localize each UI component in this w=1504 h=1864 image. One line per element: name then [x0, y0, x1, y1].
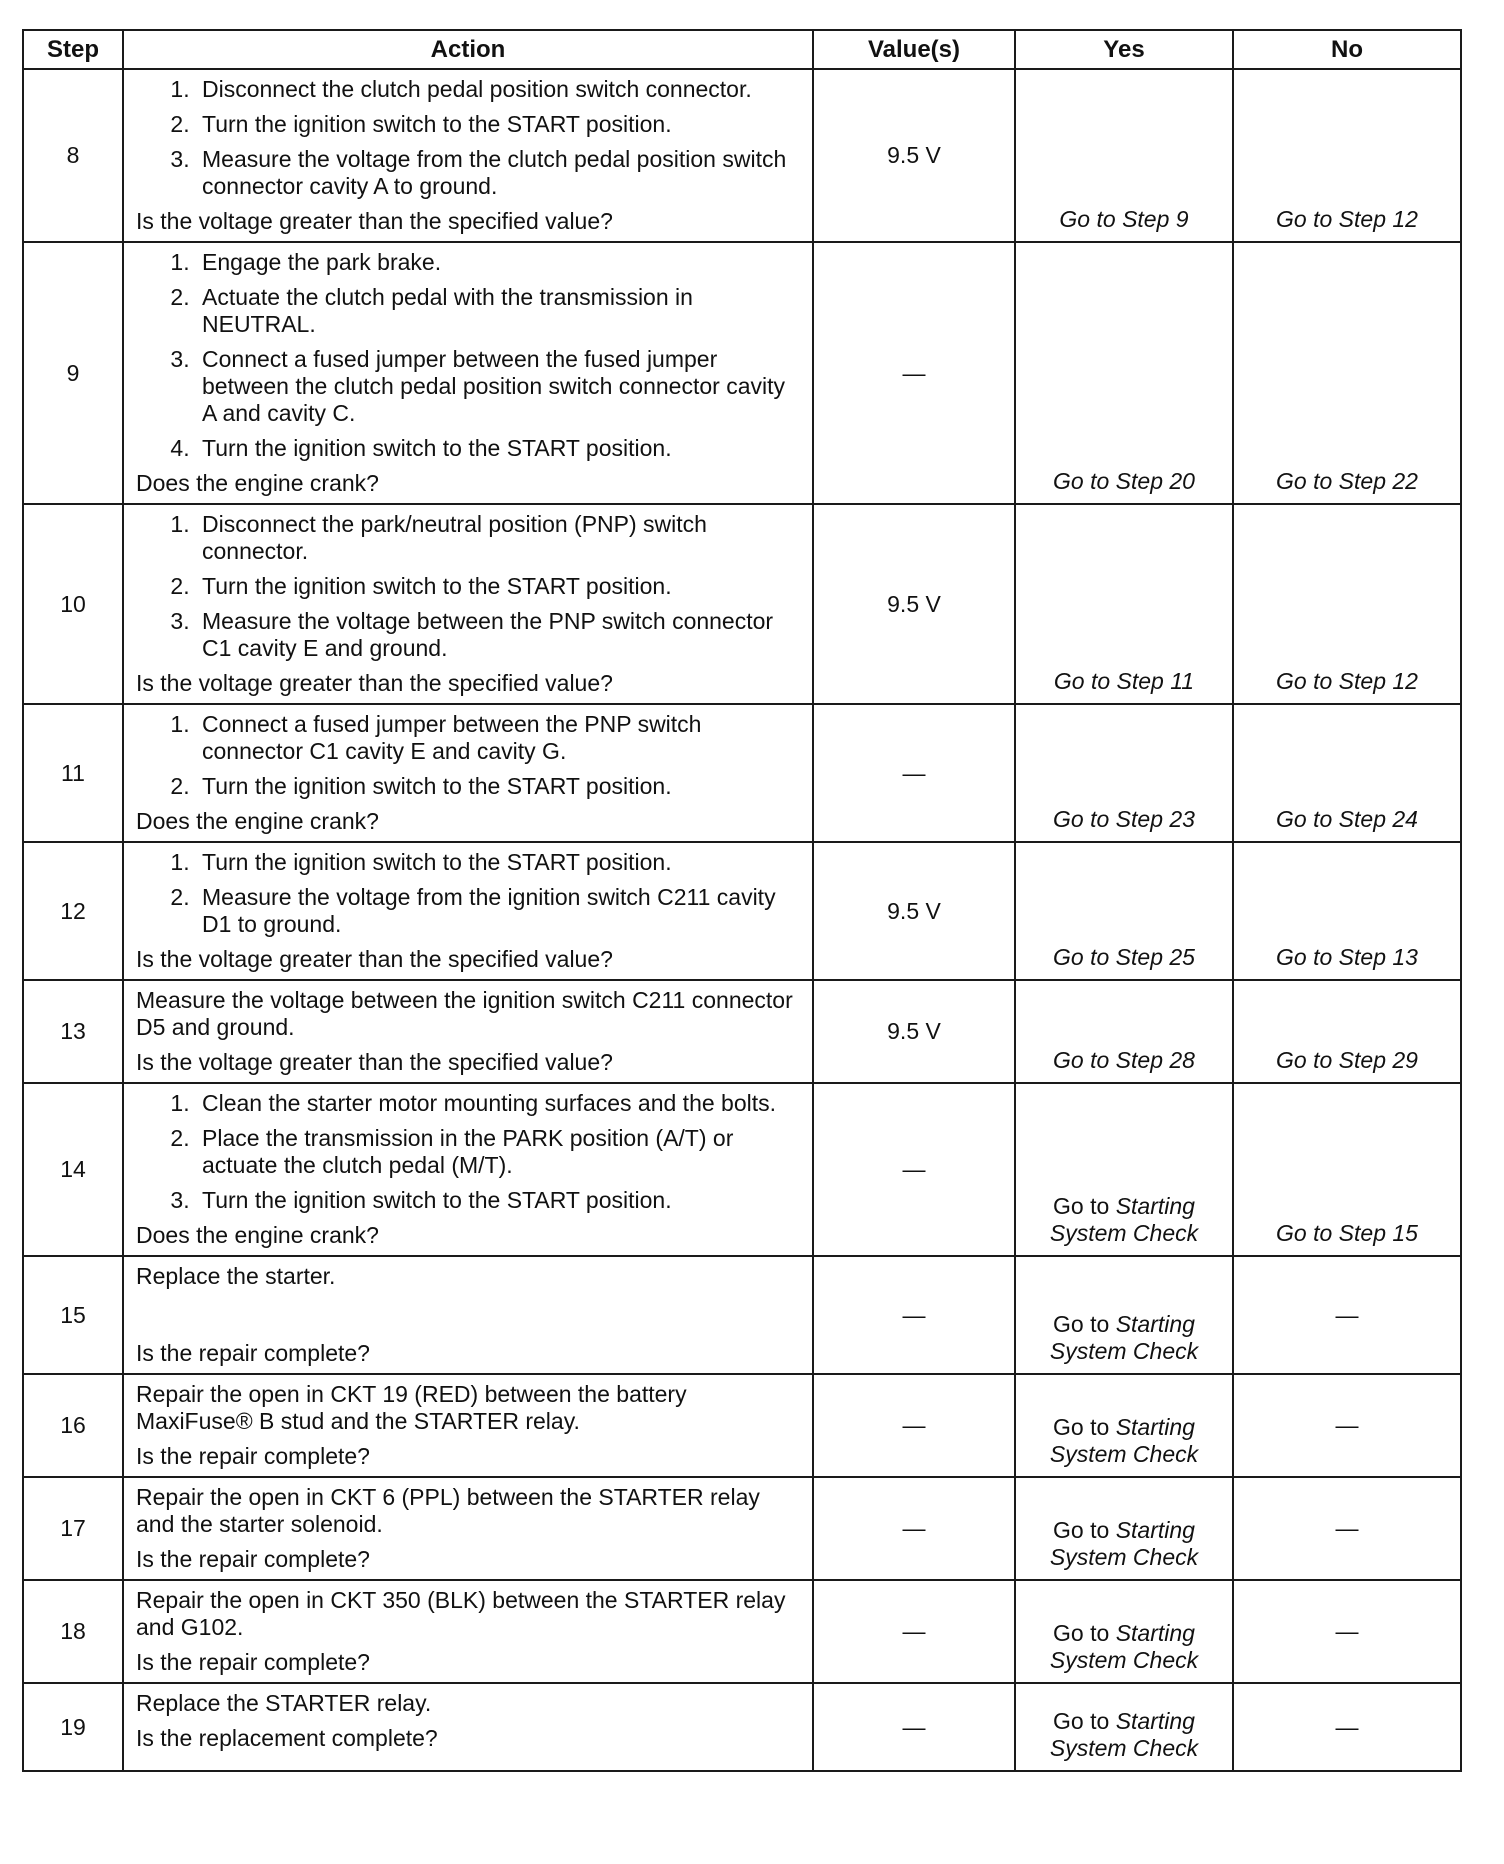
no-link[interactable]: Go to Step 22 [1276, 468, 1418, 494]
table-row [23, 1477, 1461, 1580]
step-number: 14 [23, 1083, 123, 1256]
action-cell [123, 980, 813, 1083]
yes-link-part[interactable]: Starting [1115, 1620, 1195, 1646]
yes-link-part[interactable]: System Check [1049, 1338, 1199, 1364]
yes-link[interactable]: Go to Step 20 [1053, 468, 1195, 494]
yes-prefix: Go to [1053, 1517, 1116, 1543]
action-cell [123, 1256, 813, 1374]
no-cell [1233, 69, 1461, 242]
step-number: 10 [23, 504, 123, 704]
action-question: Is the replacement complete? [136, 1725, 438, 1751]
action-text: Replace the starter. [136, 1263, 336, 1289]
action-text: Repair the open in CKT 350 (BLK) between the STARTER relay and G102. [136, 1587, 786, 1640]
no-link[interactable]: Go to Step 29 [1276, 1047, 1418, 1073]
yes-line-1 [1022, 1311, 1226, 1338]
table-row [23, 1083, 1461, 1256]
value-cell: — [813, 1477, 1015, 1580]
yes-cell [1015, 980, 1233, 1083]
action-cell [123, 704, 813, 842]
value-cell: 9.5 V [813, 504, 1015, 704]
no-cell [1233, 1256, 1461, 1374]
value-cell: — [813, 1083, 1015, 1256]
action-step-item: 2. Place the transmission in the PARK position (A/T) or actuate the clutch pedal (M/T). [196, 1125, 800, 1179]
yes-cell [1015, 69, 1233, 242]
step-number: 19 [23, 1683, 123, 1771]
action-steps [136, 1090, 800, 1214]
no-cell [1233, 1580, 1461, 1683]
yes-cell [1015, 1477, 1233, 1580]
yes-line-1 [1022, 1414, 1226, 1441]
header-row [23, 30, 1461, 69]
yes-cell [1015, 242, 1233, 504]
yes-line-2 [1022, 1220, 1226, 1247]
step-number: 18 [23, 1580, 123, 1683]
value-cell: — [813, 1256, 1015, 1374]
yes-link-part[interactable]: Starting [1115, 1193, 1195, 1219]
yes-link-part[interactable]: Starting [1115, 1708, 1195, 1734]
yes-link-part[interactable]: System Check [1049, 1220, 1199, 1246]
action-cell [123, 1580, 813, 1683]
yes-prefix: Go to [1053, 1193, 1116, 1219]
yes-prefix: Go to [1053, 1620, 1116, 1646]
yes-line-2 [1022, 1647, 1226, 1674]
action-cell [123, 1083, 813, 1256]
no-link[interactable]: Go to Step 13 [1276, 944, 1418, 970]
no-dash: — [1335, 1515, 1359, 1541]
step-number: 13 [23, 980, 123, 1083]
table-row [23, 242, 1461, 504]
yes-link-part[interactable]: Starting [1115, 1414, 1195, 1440]
value-cell: — [813, 1374, 1015, 1477]
action-steps [136, 249, 800, 462]
step-number: 8 [23, 69, 123, 242]
yes-link-part[interactable]: System Check [1049, 1735, 1199, 1761]
yes-cell [1015, 1580, 1233, 1683]
no-dash: — [1335, 1412, 1359, 1438]
action-step-item: 1. Turn the ignition switch to the START position. [196, 849, 800, 876]
yes-link[interactable]: Go to Step 23 [1053, 806, 1195, 832]
value-cell: 9.5 V [813, 69, 1015, 242]
action-step-item: 1. Engage the park brake. [196, 249, 800, 276]
action-question: Is the repair complete? [136, 1649, 370, 1675]
no-cell [1233, 1374, 1461, 1477]
action-cell [123, 1683, 813, 1771]
action-cell [123, 242, 813, 504]
table-row [23, 69, 1461, 242]
action-question: Is the voltage greater than the specified value? [136, 1049, 613, 1075]
yes-cell [1015, 704, 1233, 842]
action-question: Is the repair complete? [136, 1340, 370, 1366]
diagnostic-table [22, 29, 1462, 1772]
yes-link-part[interactable]: Starting [1115, 1311, 1195, 1337]
no-dash: — [1335, 1618, 1359, 1644]
action-question: Is the voltage greater than the specified value? [136, 670, 613, 696]
yes-line-1 [1022, 1620, 1226, 1647]
action-step-item: 2. Measure the voltage from the ignition switch C211 cavity D1 to ground. [196, 884, 800, 938]
table-row [23, 704, 1461, 842]
yes-link-part[interactable]: Starting [1115, 1517, 1195, 1543]
no-link[interactable]: Go to Step 12 [1276, 206, 1418, 232]
value-cell: — [813, 1683, 1015, 1771]
no-link[interactable]: Go to Step 12 [1276, 668, 1418, 694]
yes-cell [1015, 1083, 1233, 1256]
yes-line-1 [1022, 1708, 1226, 1735]
action-question: Does the engine crank? [136, 808, 379, 834]
action-text: Replace the STARTER relay. [136, 1690, 432, 1716]
no-cell [1233, 1083, 1461, 1256]
table-row [23, 980, 1461, 1083]
action-step-item: 2. Turn the ignition switch to the START position. [196, 773, 800, 800]
no-cell [1233, 842, 1461, 980]
table-row [23, 1683, 1461, 1771]
yes-cell [1015, 1374, 1233, 1477]
no-link[interactable]: Go to Step 15 [1276, 1220, 1418, 1246]
table-row [23, 1580, 1461, 1683]
no-cell [1233, 980, 1461, 1083]
table-row [23, 842, 1461, 980]
yes-cell [1015, 1256, 1233, 1374]
action-question: Is the repair complete? [136, 1443, 370, 1469]
action-question: Does the engine crank? [136, 1222, 379, 1248]
action-step-item: 2. Actuate the clutch pedal with the transmission in NEUTRAL. [196, 284, 800, 338]
step-number: 16 [23, 1374, 123, 1477]
no-dash: — [1335, 1713, 1359, 1740]
action-question: Is the voltage greater than the specified value? [136, 946, 613, 972]
no-cell [1233, 704, 1461, 842]
action-cell [123, 1477, 813, 1580]
action-steps [136, 76, 800, 200]
yes-cell [1015, 504, 1233, 704]
action-step-item: 1. Connect a fused jumper between the PNP switch connector C1 cavity E and cavity G. [196, 711, 800, 765]
header-yes: Yes [1015, 30, 1233, 69]
table-row [23, 504, 1461, 704]
no-link[interactable]: Go to Step 24 [1276, 806, 1418, 832]
yes-line-2 [1022, 1735, 1226, 1762]
yes-prefix: Go to [1053, 1414, 1116, 1440]
yes-line-2 [1022, 1544, 1226, 1571]
action-step-item: 2. Turn the ignition switch to the START position. [196, 573, 800, 600]
action-step-item: 1. Disconnect the park/neutral position (PNP) switch connector. [196, 511, 800, 565]
yes-link-part[interactable]: System Check [1049, 1544, 1199, 1570]
yes-link[interactable]: Go to Step 25 [1053, 944, 1195, 970]
table-body [23, 69, 1461, 1771]
action-step-item: 3. Turn the ignition switch to the START position. [196, 1187, 800, 1214]
value-cell: 9.5 V [813, 842, 1015, 980]
value-cell: — [813, 242, 1015, 504]
yes-line-2 [1022, 1441, 1226, 1468]
yes-cell [1015, 842, 1233, 980]
action-step-item: 3. Measure the voltage from the clutch pedal position switch connector cavity A to ground. [196, 146, 800, 200]
action-text: Measure the voltage between the ignition switch C211 connector D5 and ground. [136, 987, 793, 1040]
yes-link[interactable]: Go to Step 11 [1053, 668, 1195, 694]
header-values: Value(s) [813, 30, 1015, 69]
yes-line-2 [1022, 1338, 1226, 1365]
action-text: Repair the open in CKT 19 (RED) between the battery MaxiFuse® B stud and the STARTER relay. [136, 1381, 687, 1434]
action-cell [123, 842, 813, 980]
yes-line-1 [1022, 1193, 1226, 1220]
diagnostic-table-page [22, 29, 1460, 1772]
yes-link-part[interactable]: System Check [1049, 1647, 1199, 1673]
value-cell: — [813, 704, 1015, 842]
step-number: 12 [23, 842, 123, 980]
action-steps [136, 711, 800, 800]
action-step-item: 2. Turn the ignition switch to the START position. [196, 111, 800, 138]
action-step-item: 3. Connect a fused jumper between the fused jumper between the clutch pedal position switch connector cavity A and cavity C. [196, 346, 800, 427]
no-dash: — [1335, 1301, 1359, 1328]
yes-link[interactable]: Go to Step 9 [1059, 206, 1189, 232]
yes-prefix: Go to [1053, 1311, 1116, 1337]
no-cell [1233, 504, 1461, 704]
action-step-item: 1. Clean the starter motor mounting surfaces and the bolts. [196, 1090, 800, 1117]
action-text: Repair the open in CKT 6 (PPL) between the STARTER relay and the starter solenoid. [136, 1484, 760, 1537]
table-row [23, 1256, 1461, 1374]
yes-link-part[interactable]: System Check [1049, 1441, 1199, 1467]
action-question: Does the engine crank? [136, 470, 379, 496]
action-question: Is the repair complete? [136, 1546, 370, 1572]
no-cell [1233, 1477, 1461, 1580]
header-action: Action [123, 30, 813, 69]
yes-cell [1015, 1683, 1233, 1771]
action-step-item: 3. Measure the voltage between the PNP switch connector C1 cavity E and ground. [196, 608, 800, 662]
action-steps [136, 511, 800, 662]
no-cell [1233, 242, 1461, 504]
step-number: 11 [23, 704, 123, 842]
action-cell [123, 1374, 813, 1477]
action-step-item: 1. Disconnect the clutch pedal position switch connector. [196, 76, 800, 103]
no-cell [1233, 1683, 1461, 1771]
table-row [23, 1374, 1461, 1477]
step-number: 15 [23, 1256, 123, 1374]
yes-prefix: Go to [1053, 1708, 1116, 1734]
action-question: Is the voltage greater than the specified value? [136, 208, 613, 234]
action-steps [136, 849, 800, 938]
header-no: No [1233, 30, 1461, 69]
action-step-item: 4. Turn the ignition switch to the START position. [196, 435, 800, 462]
step-number: 17 [23, 1477, 123, 1580]
action-cell [123, 504, 813, 704]
step-number: 9 [23, 242, 123, 504]
yes-link[interactable]: Go to Step 28 [1053, 1047, 1195, 1073]
value-cell: 9.5 V [813, 980, 1015, 1083]
yes-line-1 [1022, 1517, 1226, 1544]
header-step: Step [23, 30, 123, 69]
value-cell: — [813, 1580, 1015, 1683]
action-cell [123, 69, 813, 242]
